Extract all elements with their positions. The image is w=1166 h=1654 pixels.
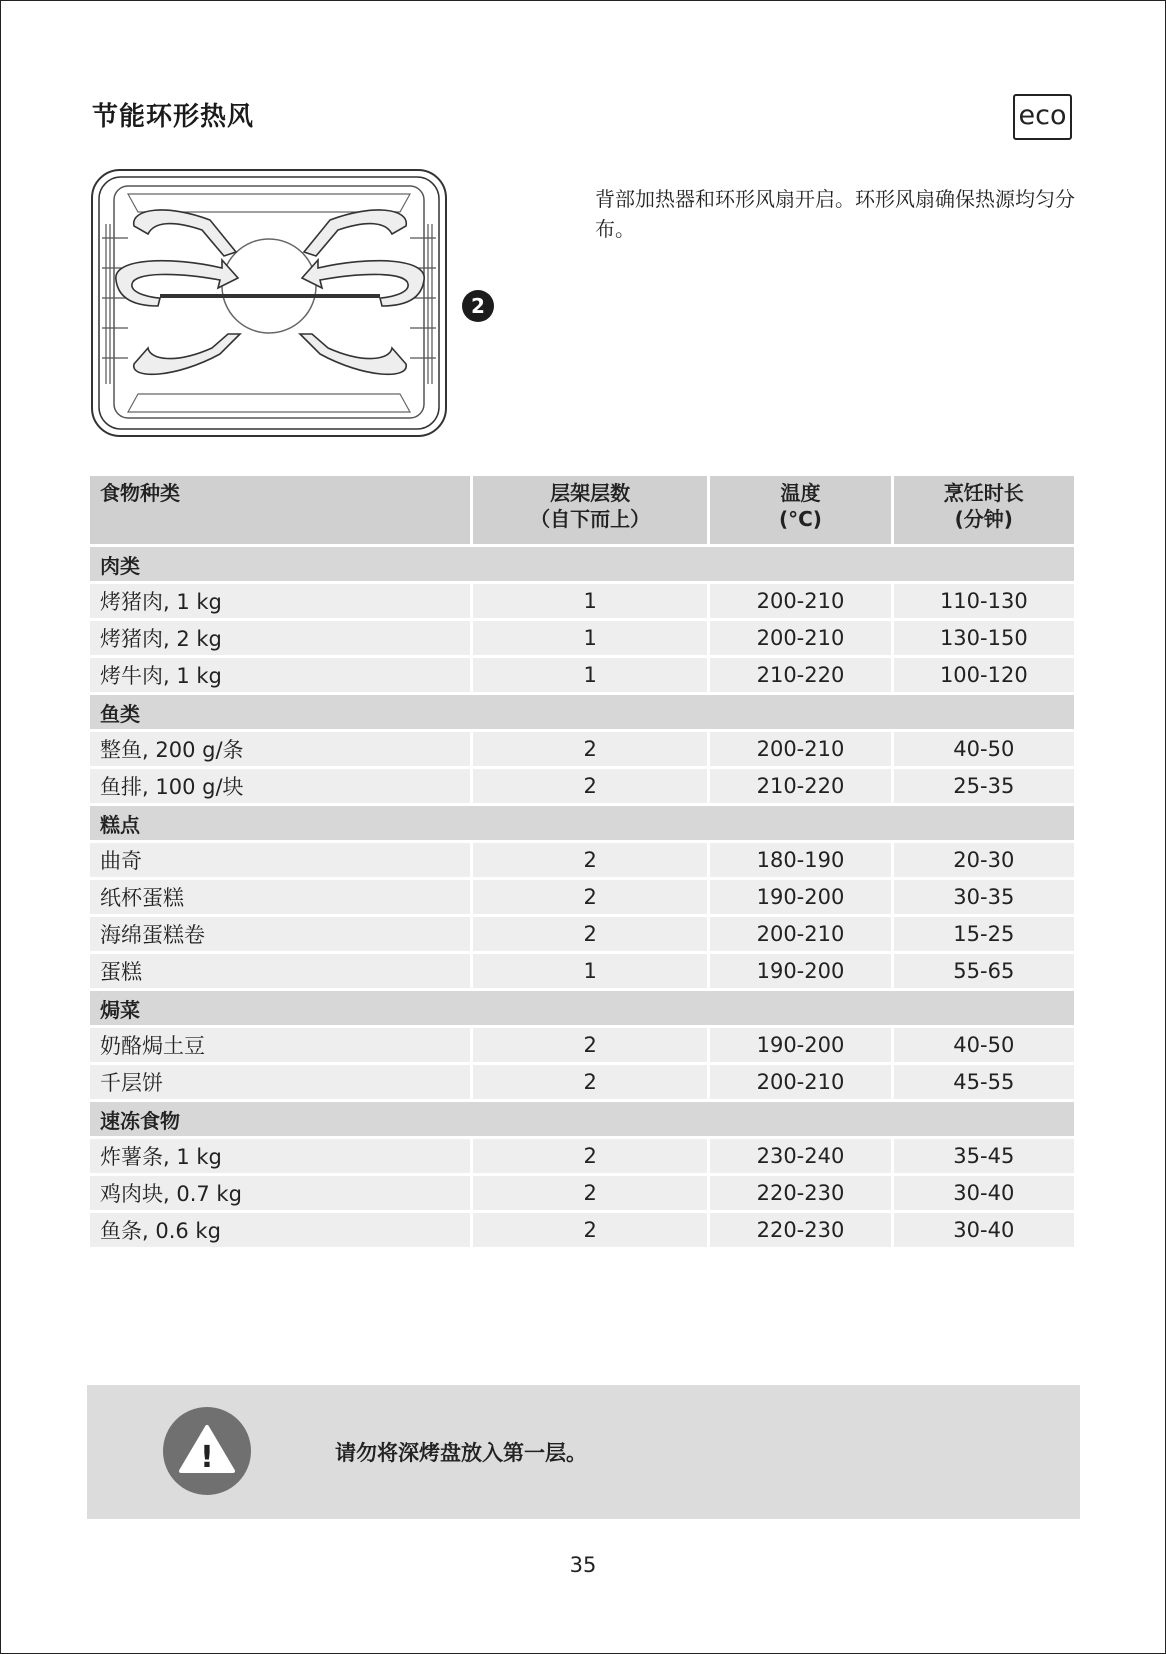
category-row	[90, 547, 1074, 581]
header-temperature	[710, 476, 890, 544]
temp-cell: 190-200	[710, 880, 890, 914]
page-number: 35	[569, 1553, 597, 1577]
food-cell: 烤猪肉, 1 kg	[90, 584, 470, 618]
food-cell: 奶酪焗土豆	[90, 1028, 470, 1062]
time-cell: 100-120	[894, 658, 1074, 692]
temp-cell: 200-210	[710, 917, 890, 951]
temp-cell: 200-210	[710, 1065, 890, 1099]
table-row	[90, 658, 1074, 692]
shelf-cell: 2	[473, 880, 707, 914]
food-cell: 千层饼	[90, 1065, 470, 1099]
category-row	[90, 806, 1074, 840]
table-row	[90, 1213, 1074, 1247]
shelf-cell: 2	[473, 1028, 707, 1062]
food-cell: 鸡肉块, 0.7 kg	[90, 1176, 470, 1210]
eco-badge: eco	[1013, 94, 1072, 140]
food-cell: 海绵蛋糕卷	[90, 917, 470, 951]
header-time-line1: 烹饪时长	[943, 481, 1024, 505]
time-cell: 30-40	[894, 1213, 1074, 1247]
food-cell: 纸杯蛋糕	[90, 880, 470, 914]
temp-cell: 210-220	[710, 769, 890, 803]
header-food-type: 食物种类	[90, 476, 470, 544]
time-cell: 30-35	[894, 880, 1074, 914]
temp-cell: 200-210	[710, 584, 890, 618]
time-cell: 20-30	[894, 843, 1074, 877]
time-cell: 130-150	[894, 621, 1074, 655]
time-cell: 45-55	[894, 1065, 1074, 1099]
shelf-cell: 1	[473, 584, 707, 618]
table-row	[90, 1176, 1074, 1210]
food-cell: 整鱼, 200 g/条	[90, 732, 470, 766]
oven-airflow-diagram	[90, 168, 450, 440]
time-cell: 55-65	[894, 954, 1074, 988]
temp-cell: 200-210	[710, 621, 890, 655]
food-cell: 鱼排, 100 g/块	[90, 769, 470, 803]
header-temp-line2: (°C)	[778, 507, 822, 531]
category-label: 焗菜	[90, 991, 1074, 1025]
time-cell: 25-35	[894, 769, 1074, 803]
header-temp-line1: 温度	[780, 481, 821, 505]
time-cell: 35-45	[894, 1139, 1074, 1173]
shelf-cell: 2	[473, 1065, 707, 1099]
table-row	[90, 769, 1074, 803]
header-shelf-line1: 层架层数	[550, 481, 631, 505]
shelf-cell: 2	[473, 769, 707, 803]
time-cell: 110-130	[894, 584, 1074, 618]
category-label: 鱼类	[90, 695, 1074, 729]
food-cell: 鱼条, 0.6 kg	[90, 1213, 470, 1247]
shelf-cell: 2	[473, 917, 707, 951]
table-row	[90, 843, 1074, 877]
temp-cell: 190-200	[710, 954, 890, 988]
table-row	[90, 880, 1074, 914]
warning-icon	[163, 1407, 251, 1495]
table-row	[90, 1065, 1074, 1099]
shelf-cell: 2	[473, 1176, 707, 1210]
table-row	[90, 732, 1074, 766]
shelf-cell: 2	[473, 732, 707, 766]
table-row	[90, 621, 1074, 655]
table-row	[90, 954, 1074, 988]
temp-cell: 220-230	[710, 1176, 890, 1210]
shelf-cell: 2	[473, 1213, 707, 1247]
temp-cell: 200-210	[710, 732, 890, 766]
function-description: 背部加热器和环形风扇开启。环形风扇确保热源均匀分布。	[595, 187, 1075, 241]
cooking-table	[87, 473, 1077, 1250]
shelf-cell: 1	[473, 954, 707, 988]
food-cell: 烤牛肉, 1 kg	[90, 658, 470, 692]
mode-number-badge: 2	[462, 290, 494, 322]
table-row	[90, 1028, 1074, 1062]
warning-panel	[87, 1385, 1080, 1519]
food-cell: 曲奇	[90, 843, 470, 877]
temp-cell: 220-230	[710, 1213, 890, 1247]
temp-cell: 180-190	[710, 843, 890, 877]
warning-text: 请勿将深烤盘放入第一层。	[335, 1441, 587, 1465]
category-row	[90, 991, 1074, 1025]
time-cell: 30-40	[894, 1176, 1074, 1210]
time-cell: 40-50	[894, 732, 1074, 766]
header-shelf-level	[473, 476, 707, 544]
category-row	[90, 695, 1074, 729]
table-row	[90, 584, 1074, 618]
category-label: 速冻食物	[90, 1102, 1074, 1136]
table-row	[90, 1139, 1074, 1173]
category-label: 糕点	[90, 806, 1074, 840]
warning-glyph: !	[200, 1440, 214, 1475]
category-label: 肉类	[90, 547, 1074, 581]
time-cell: 40-50	[894, 1028, 1074, 1062]
shelf-cell: 1	[473, 658, 707, 692]
shelf-cell: 1	[473, 621, 707, 655]
food-cell: 蛋糕	[90, 954, 470, 988]
food-cell: 烤猪肉, 2 kg	[90, 621, 470, 655]
time-cell: 15-25	[894, 917, 1074, 951]
table-row	[90, 917, 1074, 951]
page-title: 节能环形热风	[92, 102, 255, 132]
category-row	[90, 1102, 1074, 1136]
temp-cell: 210-220	[710, 658, 890, 692]
food-cell: 炸薯条, 1 kg	[90, 1139, 470, 1173]
shelf-cell: 2	[473, 843, 707, 877]
table-header-row	[90, 476, 1074, 544]
header-shelf-line2: （自下而上）	[530, 507, 651, 531]
header-time-line2: (分钟)	[954, 507, 1013, 531]
temp-cell: 190-200	[710, 1028, 890, 1062]
shelf-cell: 2	[473, 1139, 707, 1173]
temp-cell: 230-240	[710, 1139, 890, 1173]
header-cooking-time	[894, 476, 1074, 544]
